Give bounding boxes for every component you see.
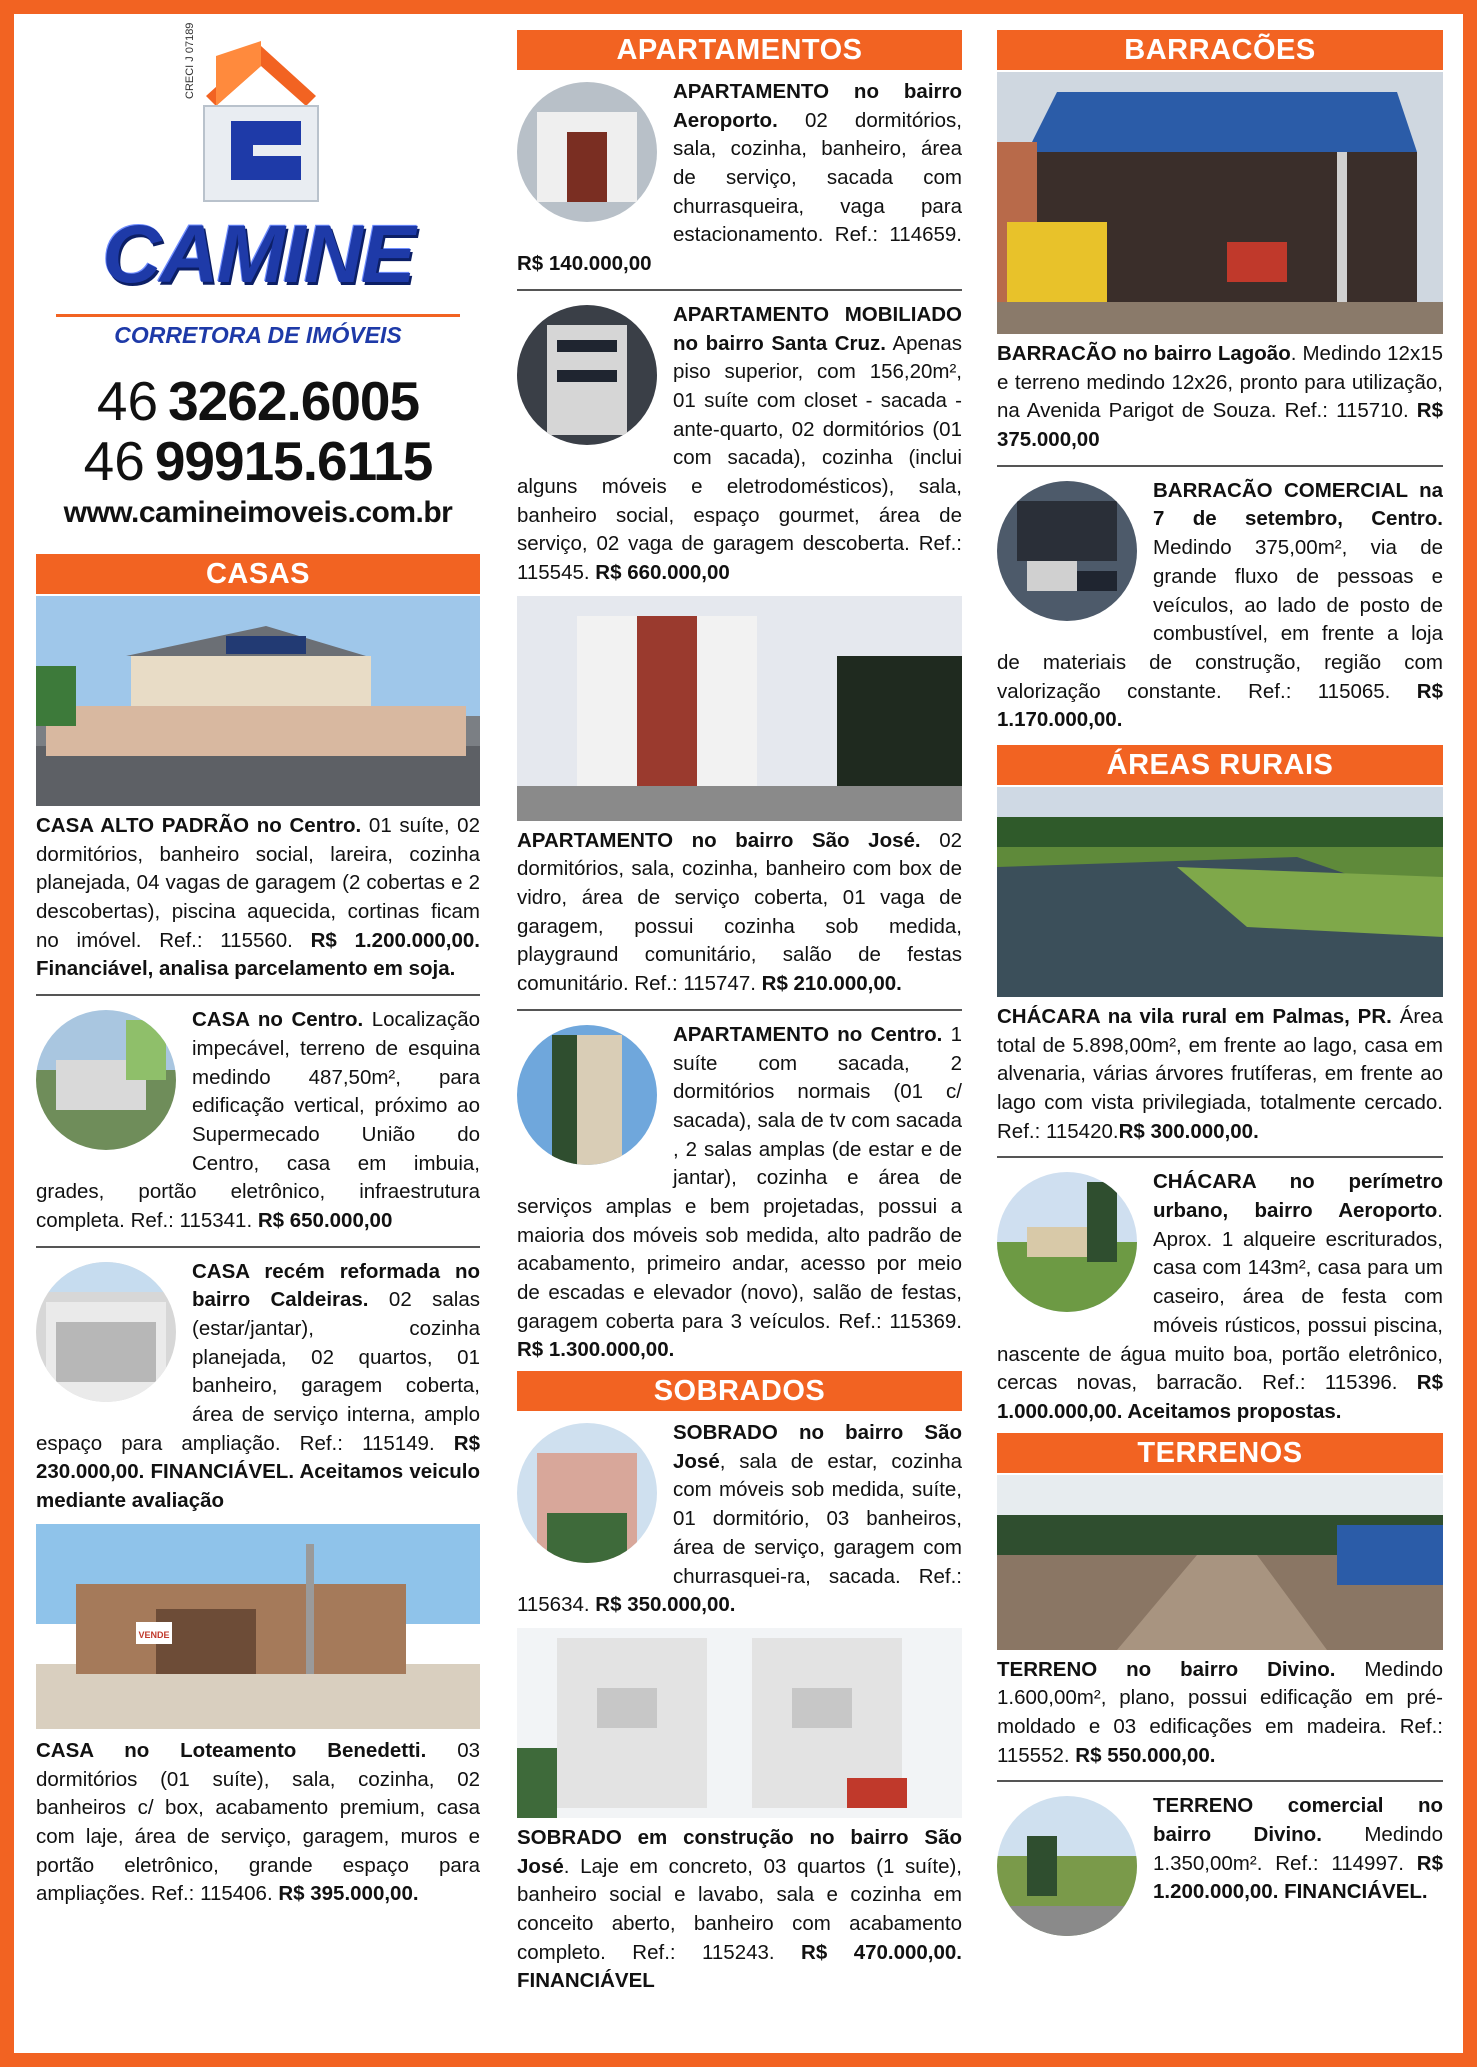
listing-price: R$ 1.170.000,00. xyxy=(997,679,1443,732)
divider xyxy=(36,994,480,996)
divider xyxy=(997,465,1443,467)
listing-body: Área total de 5.898,00m², em frente ao lago, casa em alvenaria, várias árvores frutíferas, em frente ao lago com vista privilegiada, totalmente cercado. Ref.: 115420. xyxy=(997,1004,1443,1143)
section-header-areas-rurais: ÁREAS RURAIS xyxy=(997,745,1443,785)
listing-body: Medindo 1.600,00m², plano, possui edificação em pré-moldado e 03 edificações em madeira. Ref.: 115552. xyxy=(997,1657,1443,1767)
sale-sign: VENDE xyxy=(138,1629,170,1640)
listing-title: CASA no Loteamento Benedetti. xyxy=(36,1738,427,1762)
listing-chacara-1[interactable] xyxy=(997,1003,1443,1146)
listing-casa-2[interactable] xyxy=(36,1006,480,1236)
listing-title: BARRACÃO no bairro Lagoão xyxy=(997,342,1291,365)
listing-title: APARTAMENTO no bairro Aeroporto. xyxy=(673,80,962,132)
listing-title: TERRENO comercial no bairro Divino. xyxy=(1153,1794,1443,1846)
listing-apartamento-1[interactable] xyxy=(517,78,962,279)
listing-title: SOBRADO em construção no bairro São José xyxy=(517,1825,962,1878)
listing-price: R$ 1.000.000,00. Aceitamos propostas. xyxy=(997,1371,1443,1423)
listing-thumbnail xyxy=(517,82,657,222)
listing-price: R$ 660.000,00 xyxy=(589,561,730,584)
land-photo xyxy=(997,1475,1443,1650)
apartment-photo xyxy=(517,596,962,821)
house-photo xyxy=(36,1524,480,1729)
listing-body: Medindo 375,00m², via de grande fluxo de pessoas e veículos, ao lado de posto de combustível, em frente a loja de materiais de construção, região com valorização constante. Ref.: 115065. xyxy=(997,536,1443,703)
listing-price: R$ 350.000,00. xyxy=(589,1593,736,1617)
phone-mobile[interactable] xyxy=(36,430,480,492)
divider xyxy=(517,1009,962,1011)
listing-casa-4[interactable] xyxy=(36,1737,480,1909)
listing-extra: FINANCIÁVEL. Aceitamos veiculo mediante avaliação xyxy=(36,1460,480,1513)
phone-landline[interactable] xyxy=(36,370,480,432)
listing-thumbnail xyxy=(517,1423,657,1563)
brand-underline xyxy=(56,314,460,317)
listing-price: R$ 395.000,00. xyxy=(272,1882,419,1906)
listing-price: R$ 470.000,00. FINANCIÁVEL xyxy=(517,1940,962,1993)
classified-ad-page xyxy=(14,14,1463,2053)
divider xyxy=(997,1156,1443,1158)
listing-body: Medindo 1.350,00m². Ref.: 114997. xyxy=(1153,1823,1443,1875)
listing-price: R$ 1.200.000,00. xyxy=(292,928,480,952)
column-middle xyxy=(517,14,962,1996)
brand-logo-block xyxy=(36,14,480,554)
listing-body: , sala de estar, cozinha com móveis sob medida, suíte, 01 dormitório, 03 banheiros, área de serviço, garagem com churrasquei-ra, sacada. Ref.: 115634. xyxy=(517,1449,962,1617)
phone-number: 99915.6115 xyxy=(154,430,433,492)
section-header-apartamentos: APARTAMENTOS xyxy=(517,30,962,70)
listing-title: APARTAMENTO no bairro São José. xyxy=(517,828,921,852)
listing-body: 1 suíte com sacada, 2 dormitórios normais (01 c/ sacada), sala de tv com sacada , 2 salas amplas (de estar e de jantar), cozinha e área de serviços amplas e bem projetadas, possui a maioria dos móveis sob medida, alto padrão de acabamento, primeiro andar, acesso por meio de escadas e elevador (novo), salão de festas, garagem coberta para 3 veículos. Ref.: 115369. xyxy=(517,1022,962,1333)
listing-price: R$ 210.000,00. xyxy=(755,972,902,996)
listing-thumbnail xyxy=(517,1025,657,1165)
listing-price: R$ 1.300.000,00. xyxy=(517,1338,675,1362)
listing-casa-3[interactable] xyxy=(36,1258,480,1516)
column-right xyxy=(997,14,1443,1942)
listing-barracao-2[interactable] xyxy=(997,477,1443,735)
listing-apartamento-2[interactable] xyxy=(517,301,962,588)
listing-thumbnail xyxy=(517,305,657,445)
listing-body: . Laje em concreto, 03 quartos (1 suíte), banheiro social e lavabo, sala e cozinha em conceito aberto, banheiro com acabamento completo. Ref.: 115243. xyxy=(517,1854,962,1964)
divider xyxy=(997,1780,1443,1782)
listing-price: R$ 1.200.000,00. FINANCIÁVEL. xyxy=(1153,1851,1443,1904)
listing-price: R$ 230.000,00. xyxy=(36,1431,480,1484)
listing-body: 02 dormitórios, sala, cozinha, banheiro, área de serviço, sacada com churrasqueira, vaga para estacionamento. Ref.: 114659. xyxy=(673,108,962,247)
listing-terreno-2[interactable] xyxy=(997,1792,1443,1942)
listing-body: 02 salas (estar/jantar), cozinha planejada, 02 quartos, 01 banheiro, garagem coberta, área de serviço interna, amplo espaço para ampliação. Ref.: 115149. xyxy=(36,1288,480,1455)
section-header-barracoes: BARRACÕES xyxy=(997,30,1443,70)
farm-lake-photo xyxy=(997,787,1443,997)
divider xyxy=(517,289,962,291)
listing-title: APARTAMENTO no Centro. xyxy=(673,1022,943,1046)
listing-terreno-1[interactable] xyxy=(997,1656,1443,1771)
listing-body: 03 dormitórios (01 suíte), sala, cozinha, 02 banheiros c/ box, acabamento premium, casa com laje, área de serviço, garagem, muros e portão eletrônico, grande espaço para ampliações. Ref.: 115406. xyxy=(36,1738,480,1906)
listing-title: CASA no Centro. xyxy=(192,1008,364,1032)
house-logo-icon xyxy=(186,36,336,206)
listing-thumbnail xyxy=(997,1172,1137,1312)
listing-thumbnail xyxy=(36,1262,176,1402)
listing-title: CASA recém reformada no bairro Caldeiras. xyxy=(192,1259,480,1312)
listing-title: CHÁCARA na vila rural em Palmas, PR. xyxy=(997,1004,1392,1028)
listing-sobrado-2[interactable] xyxy=(517,1824,962,1996)
listing-title: BARRACÃO COMERCIAL na 7 de setembro, Centro. xyxy=(1153,478,1443,531)
house-photo xyxy=(36,596,480,806)
listing-price: R$ 140.000,00 xyxy=(517,252,652,276)
listing-price: R$ 375.000,00 xyxy=(997,399,1443,452)
column-left xyxy=(36,14,480,1909)
warehouse-photo xyxy=(997,72,1443,334)
phone-area-code: 46 xyxy=(96,370,159,432)
listing-barracao-1[interactable] xyxy=(997,340,1443,455)
listing-casa-1[interactable] xyxy=(36,812,480,984)
listing-chacara-2[interactable] xyxy=(997,1168,1443,1426)
listing-body: . Aprox. 1 alqueire escriturados, casa com 143m², casa para um caseiro, área de festa com móveis rústicos, possui piscina, nascente de água muito boa, portão eletrônico, cercas novas, barracão. Ref.: 115396. xyxy=(997,1199,1443,1395)
listing-price: R$ 650.000,00 xyxy=(252,1208,393,1232)
listing-body: Apenas piso superior, com 156,20m², 01 suíte com closet - sacada - ante-quarto, 02 dormitórios (01 com sacada), cozinha (inclui alguns móveis e eletrodomésticos), sala, banheiro social, espaço gourmet, área de serviço, 02 vaga de garagem descoberta. Ref.: 115545. xyxy=(517,331,962,584)
listing-apartamento-3[interactable] xyxy=(517,827,962,999)
listing-thumbnail xyxy=(997,481,1137,621)
section-header-casas: CASAS xyxy=(36,554,480,594)
listing-body: 02 dormitórios, sala, cozinha, banheiro com box de vidro, área de serviço coberta, 01 vaga de garagem, possui cozinha sob medida, playgraund comunitário, salão de festas comunitário. Ref.: 115747. xyxy=(517,828,962,996)
listing-title: CHÁCARA no perímetro urbano, bairro Aeroporto xyxy=(1153,1170,1443,1223)
listing-title: CASA ALTO PADRÃO no Centro. xyxy=(36,814,362,837)
listing-title: TERRENO no bairro Divino. xyxy=(997,1657,1336,1681)
section-header-sobrados: SOBRADOS xyxy=(517,1371,962,1411)
listing-thumbnail xyxy=(36,1010,176,1150)
phone-area-code: 46 xyxy=(83,430,145,492)
listing-title: SOBRADO no bairro São José xyxy=(673,1421,962,1473)
listing-thumbnail xyxy=(997,1796,1137,1936)
divider xyxy=(36,1246,480,1248)
listing-apartamento-4[interactable] xyxy=(517,1021,962,1365)
brand-name: CAMINE xyxy=(102,209,414,300)
listing-body: 01 suíte, 02 dormitórios, banheiro social, lareira, cozinha planejada, 04 vagas de garagem (2 cobertas e 2 descobertas), piscina aquecida, cortinas ficam no imóvel. Ref.: 115560. xyxy=(36,814,480,952)
listing-price: R$ 300.000,00. xyxy=(1118,1119,1259,1143)
creci-label: CRECI J 07189 xyxy=(184,22,196,99)
listing-title: APARTAMENTO MOBILIADO no bairro Santa Cruz. xyxy=(673,302,962,355)
listing-body: Localização impecável, terreno de esquina medindo 487,50m², para edificação vertical, próximo ao Supermecado União do Centro, casa em imbuia, grades, portão eletrônico, infraestrutura completa. Ref.: 115341. xyxy=(36,1008,480,1232)
listing-extra: Financiável, analisa parcelamento em soja. xyxy=(36,957,456,981)
townhouse-photo xyxy=(517,1628,962,1818)
phone-number: 3262.6005 xyxy=(168,370,420,432)
brand-tagline: CORRETORA DE IMÓVEIS xyxy=(114,322,402,348)
website-link[interactable]: www.camineimoveis.com.br xyxy=(63,496,453,529)
listing-sobrado-1[interactable] xyxy=(517,1419,962,1620)
section-header-terrenos: TERRENOS xyxy=(997,1433,1443,1473)
listing-price: R$ 550.000,00. xyxy=(1069,1743,1216,1767)
listing-body: . Medindo 12x15 e terreno medindo 12x26, pronto para utilização, na Avenida Parigot de Souza. Ref.: 115710. xyxy=(997,342,1443,423)
